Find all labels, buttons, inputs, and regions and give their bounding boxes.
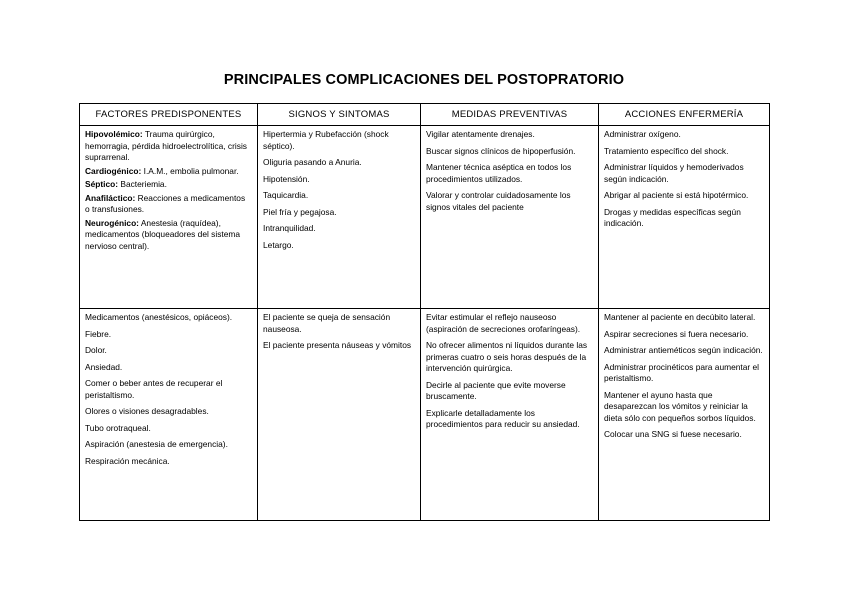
list-item: Colocar una SNG si fuese necesario. (604, 429, 742, 439)
list-item: Aspiración (anestesia de emergencia). (85, 439, 228, 449)
header-signos: SIGNOS Y SINTOMAS (258, 104, 421, 126)
list-item: Explicarle detalladamente los procedimientos para reducir su ansiedad. (426, 407, 580, 429)
list-item: Piel fría y pegajosa. (263, 206, 337, 217)
page-title: PRINCIPALES COMPLICACIONES DEL POSTOPRATORIO (223, 72, 625, 88)
list-item: Valorar y controlar cuidadosamente los signos vitales del paciente (426, 190, 571, 212)
list-item: Dolor. (85, 345, 107, 355)
list-item: Respiración mecánica. (85, 455, 170, 466)
cell-medidas-shock (421, 126, 599, 309)
table-row (80, 126, 770, 309)
cell-acciones-nauseas (599, 309, 770, 521)
list-item: Mantener al paciente en decúbito lateral. (604, 312, 756, 322)
list-item: Hipovolémico: Trauma quirúrgico, hemorragia, pérdida hidroelectrolítica, crisis suprarrenal. (85, 129, 247, 162)
list-item: Cardiogénico: I.A.M., embolia pulmonar. (85, 165, 239, 176)
list-item: Tratamiento específico del shock. (604, 145, 729, 156)
list-item: Decirle al paciente que evite moverse bruscamente. (426, 379, 566, 401)
cell-medidas-nauseas (421, 309, 599, 521)
list-item: Olores o visiones desagradables. (85, 406, 209, 416)
table-header-row (80, 104, 770, 126)
list-item: Mantener el ayuno hasta que desaparezcan los vómitos y reiniciar la dieta sólo con pequeños sorbos líquidos. (604, 389, 756, 423)
list-item: Administrar procinéticos para aumentar el peristaltismo. (604, 361, 760, 383)
list-item: El paciente presenta náuseas y vómitos (263, 340, 412, 350)
header-factores: FACTORES PREDISPONENTES (80, 104, 258, 126)
list-item: Oliguria pasando a Anuria. (263, 157, 362, 167)
list-item: Aspirar secreciones si fuera necesario. (604, 328, 749, 339)
list-item: Administrar líquidos y hemoderivados según indicación. (604, 162, 744, 184)
list-item: Abrigar al paciente si está hipotérmico. (604, 190, 749, 200)
list-item: Tubo orotraqueal. (85, 422, 151, 433)
list-item: Séptico: Bacteriemia. (85, 179, 167, 189)
list-item: Medicamentos (anestésicos, opiáceos). (85, 312, 233, 322)
cell-signos-nauseas (258, 309, 421, 521)
list-item: Neurogénico: Anestesia (raquídea), medicamentos (bloqueadores del sistema nervioso central). (85, 217, 241, 251)
list-item: Hipotensión. (263, 173, 310, 184)
list-item: Mantener técnica aséptica en todos los procedimientos utilizados. (426, 162, 572, 184)
list-item: Comer o beber antes de recuperar el peristaltismo. (85, 378, 223, 400)
complications-table (79, 103, 770, 521)
list-item: Ansiedad. (85, 361, 123, 372)
cell-factores-nauseas (80, 309, 258, 521)
list-item: Drogas y medidas específicas según indicación. (604, 206, 741, 228)
list-item: Intranquilidad. (263, 223, 316, 233)
list-item: Taquicardia. (263, 190, 309, 200)
list-item: No ofrecer alimentos ni líquidos durante las primeras cuatro o seis horas después de la intervención quirúrgica. (426, 340, 588, 373)
list-item: Administrar oxígeno. (604, 129, 681, 139)
cell-acciones-shock (599, 126, 770, 309)
header-medidas: MEDIDAS PREVENTIVAS (421, 104, 599, 126)
cell-factores-shock (80, 126, 258, 309)
header-acciones: ACCIONES ENFERMERÍA (599, 104, 770, 126)
list-item: Administrar antieméticos según indicación. (604, 345, 763, 355)
list-item: Letargo. (263, 239, 294, 250)
list-item: Vigilar atentamente drenajes. (426, 129, 535, 139)
table-row (80, 309, 770, 521)
list-item: El paciente se queja de sensación nauseosa. (263, 312, 391, 334)
list-item: Evitar estimular el reflejo nauseoso (aspiración de secreciones orofaríngeas). (426, 312, 581, 334)
list-item: Fiebre. (85, 328, 112, 339)
cell-signos-shock (258, 126, 421, 309)
list-item: Anafiláctico: Reacciones a medicamentos o transfusiones. (85, 192, 246, 214)
list-item: Buscar signos clínicos de hipoperfusión. (426, 145, 576, 156)
list-item: Hipertermia y Rubefacción (shock séptico). (263, 129, 389, 151)
